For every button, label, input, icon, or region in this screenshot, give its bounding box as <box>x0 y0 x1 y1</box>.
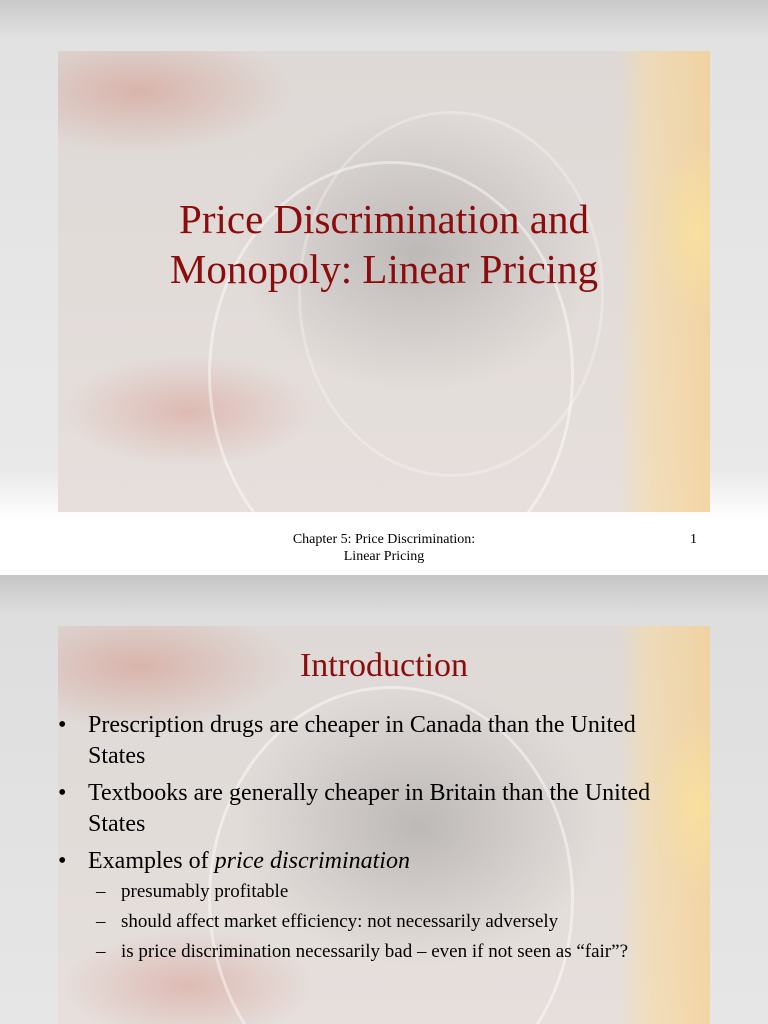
footer-chapter-line-2: Linear Pricing <box>343 549 425 564</box>
bullet-text-line-1: Prescription drugs are cheaper in Canada than the United <box>88 712 636 738</box>
bullet-symbol: • <box>58 780 67 806</box>
bullet-item <box>58 778 688 840</box>
bullet-text-emphasis: price discrimination <box>214 848 410 874</box>
sub-bullet-item <box>58 937 710 967</box>
sub-bullet-symbol: – <box>96 911 106 932</box>
footer-chapter-line-1: Chapter 5: Price Discrimination: <box>292 532 476 547</box>
bullet-text-line-1: Textbooks are generally cheaper in Britain than the United <box>88 780 651 806</box>
slide-1 <box>58 51 710 512</box>
bullet-list <box>58 710 710 967</box>
bullet-text-prefix: Examples of <box>88 848 215 874</box>
page-number: 1 <box>690 532 697 547</box>
sub-bullet-text: presumably profitable <box>121 881 289 902</box>
slide-1-title <box>58 194 710 294</box>
sub-bullet-text: should affect market efficiency: not necessarily adversely <box>121 911 559 932</box>
sub-bullet-symbol: – <box>96 881 106 902</box>
slide-footer <box>258 531 510 565</box>
bullet-item <box>58 710 688 772</box>
slide-2 <box>58 626 710 1024</box>
title-line-1: Price Discrimination and <box>179 196 589 242</box>
sub-bullet-symbol: – <box>96 941 106 962</box>
sub-bullet-text: is price discrimination necessarily bad – even if not seen as “fair”? <box>121 941 628 962</box>
bullet-symbol: • <box>58 848 67 874</box>
slide-2-title: Introduction <box>299 647 469 684</box>
bullet-symbol: • <box>58 712 67 738</box>
bullet-item <box>58 846 688 877</box>
background-swoosh <box>298 111 604 477</box>
title-line-2: Monopoly: Linear Pricing <box>169 246 599 292</box>
sub-bullet-item <box>58 877 710 907</box>
bullet-text-line-2: States <box>88 743 146 769</box>
bullet-text-line-2: States <box>88 811 146 837</box>
sub-bullet-item <box>58 907 710 937</box>
